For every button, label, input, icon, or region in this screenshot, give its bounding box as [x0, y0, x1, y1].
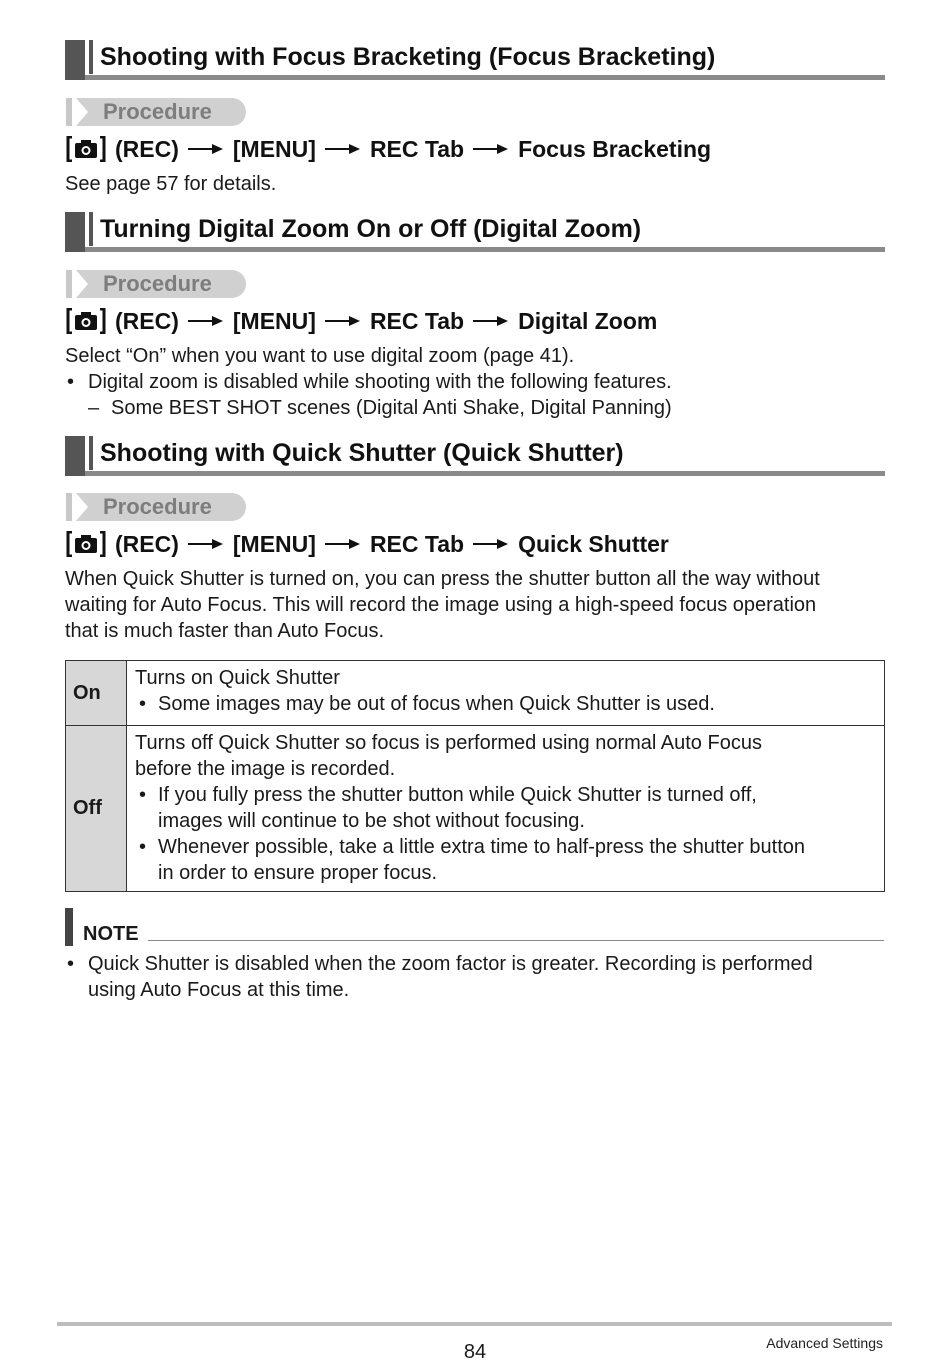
table-value: Turns off Quick Shutter so focus is performed using normal Auto Focus before the image is recorded. • If you fully press the shutter button while Quick Shutter is turned off, images will continue to be shot without focusing. • Whenever possible, take a little extra time to half-press the shutter button in order to ensure proper focus. [135, 732, 805, 884]
body-text: Select “On” when you want to use digital zoom (page 41). [65, 345, 575, 367]
footer-rule [57, 1322, 892, 1326]
page-number: 84 [463, 1341, 487, 1363]
body-text: waiting for Auto Focus. This will record the image using a high-speed focus operation [65, 594, 817, 616]
note-bar [65, 908, 73, 946]
arrow-right-icon [473, 143, 509, 155]
path-rec: (REC) [115, 135, 179, 162]
note-text: Quick Shutter is disabled when the zoom factor is greater. Recording is performed [88, 953, 813, 975]
path-target: Digital Zoom [518, 307, 658, 334]
path-target: Quick Shutter [518, 530, 669, 557]
section-title: Turning Digital Zoom On or Off (Digital Zoom) [100, 215, 642, 243]
heading-rule [85, 75, 885, 80]
table-key: Off [66, 726, 127, 891]
camera-icon [65, 308, 107, 334]
path-rec: (REC) [115, 307, 179, 334]
path-tab: REC Tab [369, 307, 465, 334]
section-title: Shooting with Focus Bracketing (Focus Bracketing) [100, 43, 716, 71]
body-text: When Quick Shutter is turned on, you can press the shutter button all the way without [65, 568, 820, 590]
heading-bar-thin [89, 436, 93, 470]
note-label: NOTE [83, 923, 139, 945]
heading-rule [85, 471, 885, 476]
section-heading [65, 40, 885, 80]
arrow-right-icon [325, 315, 361, 327]
arrow-right-icon [188, 143, 224, 155]
arrow-right-icon [188, 315, 224, 327]
path-tab: REC Tab [369, 530, 465, 557]
section-heading [65, 436, 885, 476]
menu-path [65, 306, 657, 336]
heading-bar [65, 212, 85, 252]
arrow-right-icon [325, 538, 361, 550]
heading-bar-thin [89, 40, 93, 74]
camera-icon [65, 136, 107, 162]
camera-icon [65, 531, 107, 557]
bullet-marker: • [67, 371, 75, 393]
arrow-right-icon [473, 315, 509, 327]
arrow-right-icon [473, 538, 509, 550]
arrow-right-icon [188, 538, 224, 550]
path-target: Focus Bracketing [518, 135, 712, 162]
body-text: See page 57 for details. [65, 173, 277, 195]
path-menu: [MENU] [232, 530, 316, 557]
settings-table [65, 660, 885, 892]
note-text: using Auto Focus at this time. [88, 979, 350, 1001]
path-tab: REC Tab [369, 135, 465, 162]
heading-rule [85, 247, 885, 252]
section-title: Shooting with Quick Shutter (Quick Shutter) [100, 439, 624, 467]
table-row [66, 726, 884, 891]
section-heading [65, 212, 885, 252]
path-menu: [MENU] [232, 307, 316, 334]
procedure-label: Procedure [66, 493, 246, 521]
procedure-label: Procedure [66, 270, 246, 298]
table-key: On [66, 661, 127, 725]
body-text: that is much faster than Auto Focus. [65, 620, 385, 642]
bullet-marker: • [67, 953, 75, 975]
bullet-text: Digital zoom is disabled while shooting with the following features. [88, 371, 672, 393]
menu-path [65, 134, 711, 164]
sub-bullet-text: Some BEST SHOT scenes (Digital Anti Shake, Digital Panning) [111, 397, 672, 419]
footer-section: Advanced Settings [766, 1335, 883, 1351]
table-row [66, 661, 884, 726]
menu-path [65, 529, 669, 559]
dash-marker: – [88, 397, 100, 419]
heading-bar-thin [89, 212, 93, 246]
heading-bar [65, 436, 85, 476]
heading-bar [65, 40, 85, 80]
arrow-right-icon [325, 143, 361, 155]
table-value: Turns on Quick Shutter • Some images may be out of focus when Quick Shutter is used. [135, 667, 715, 715]
path-menu: [MENU] [232, 135, 316, 162]
path-rec: (REC) [115, 530, 179, 557]
note-rule [148, 940, 884, 941]
procedure-label: Procedure [66, 98, 246, 126]
